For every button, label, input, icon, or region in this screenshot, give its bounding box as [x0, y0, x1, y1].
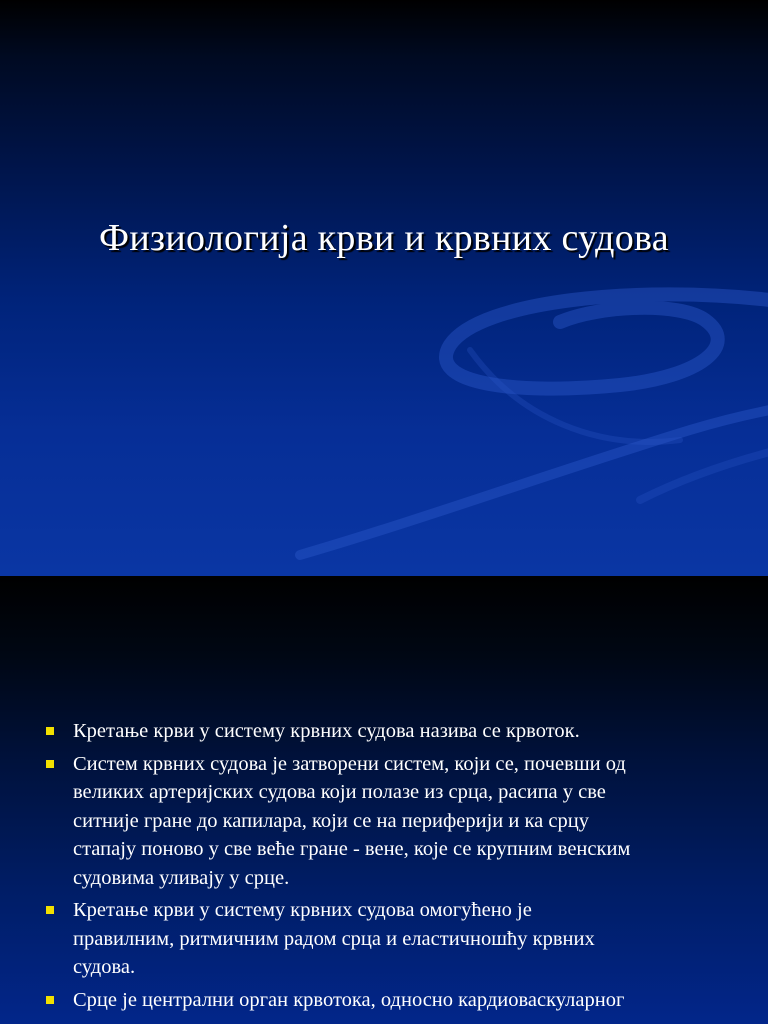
square-bullet-icon	[46, 727, 54, 735]
square-bullet-icon	[46, 760, 54, 768]
bullet-item	[44, 896, 734, 982]
content-slide	[0, 576, 768, 1024]
bullet-item	[44, 986, 734, 1015]
bullet-list	[44, 717, 734, 1018]
bullet-line: судова.	[73, 956, 136, 978]
bullet-line: Систем крвних судова је затворени систем, који се, почевши од	[73, 752, 626, 775]
bullet-line: Кретање крви у систему крвних судова назива се крвоток.	[73, 720, 580, 742]
bullet-line: стапају поново у све веће гране - вене, које се крупним венским	[73, 838, 631, 860]
bullet-line: Срце је централни орган крвотока, односно кардиоваскуларног	[73, 988, 625, 1011]
bullet-line: правилним, ритмичним радом срца и еластичношћу крвних	[73, 927, 595, 950]
bullet-line: судовима уливају у срце.	[73, 866, 290, 889]
bullet-line: ситније гране до капилара, који се на периферији и ка срцу	[73, 809, 589, 832]
slide-title: Физиологија крви и крвних судова	[99, 217, 669, 259]
bullet-item	[44, 750, 734, 893]
bullet-item	[44, 717, 734, 746]
square-bullet-icon	[46, 996, 54, 1004]
bullet-line: великих артеријских судова који полазе из срца, расипа у све	[73, 781, 606, 803]
bullet-line: Кретање крви у систему крвних судова омогућено је	[73, 899, 532, 921]
square-bullet-icon	[46, 906, 54, 914]
